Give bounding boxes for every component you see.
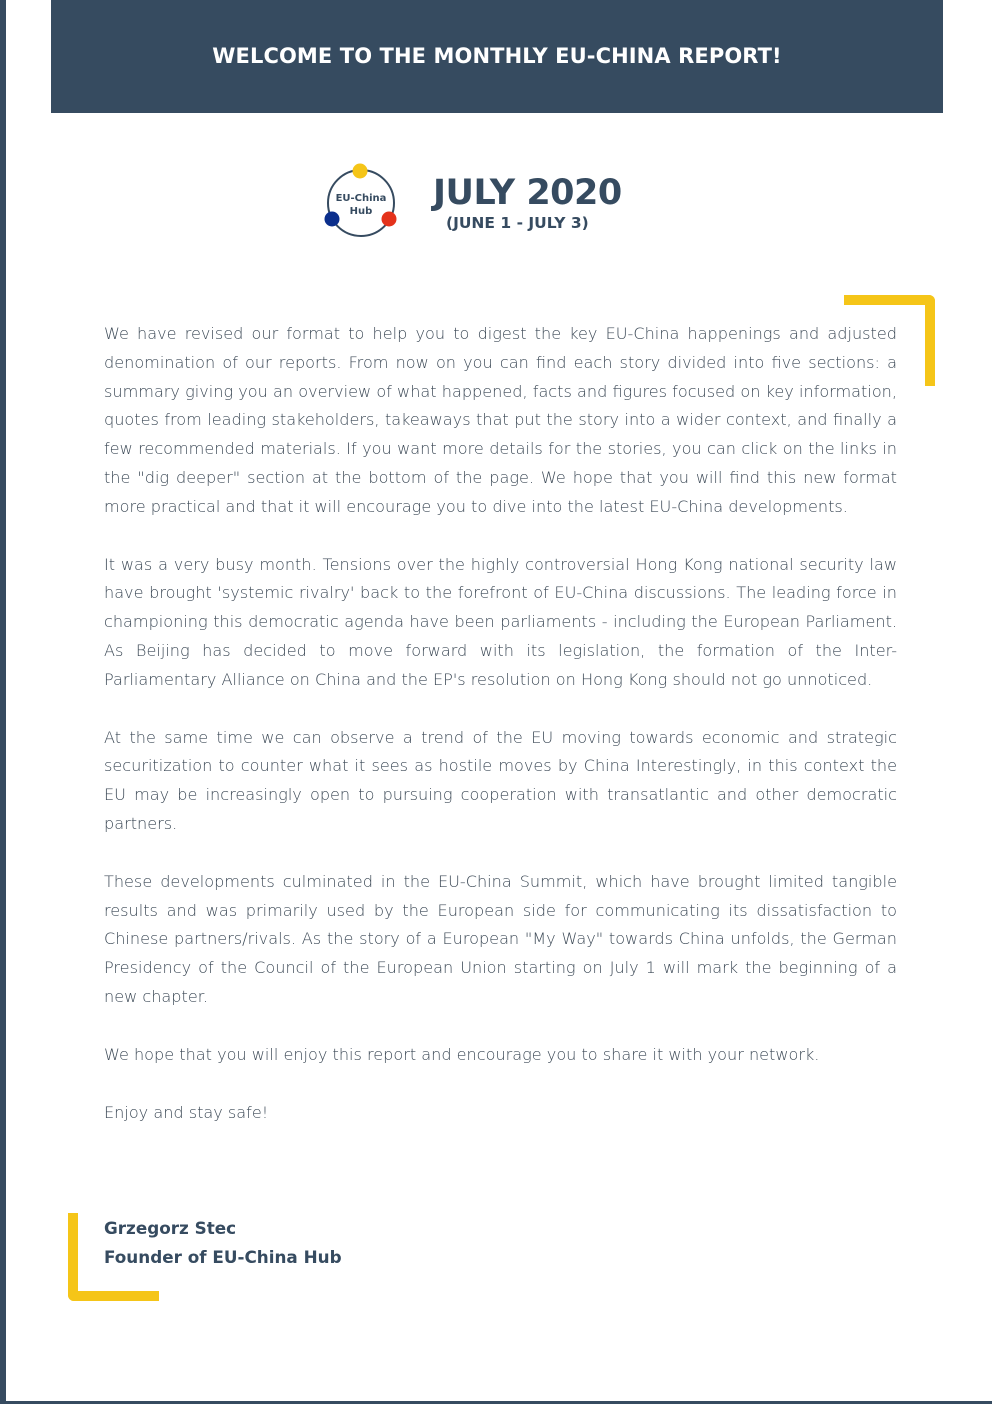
paragraph-format-intro: We have revised our format to help you to digest the key EU-China happenings and adjusted denomination of our reports. From now on you can find each story divided into five sections: a summary giving you an overview of what happened, facts and figures focused on key information, quotes from leading stakeholders, takeaways that put the story into a wider context, and finally a few recommended materials. If you want more details for the stories, you can click on the links in the "dig deeper" section at the bottom of the page. We hope that you will find this new format more practical and that it will encourage you to dive into the latest EU-China developments. [104, 324, 897, 516]
logo-blue-dot [325, 212, 340, 227]
logo-red-dot [382, 212, 397, 227]
paragraph-share: We hope that you will enjoy this report and encourage you to share it with your network. [104, 1044, 820, 1064]
issue-month: JULY 2020 [433, 173, 622, 213]
signature-block [104, 1214, 342, 1272]
logo-text-line1: EU-China [335, 193, 387, 204]
letter-body [104, 320, 897, 1156]
logo-yellow-dot [353, 164, 368, 179]
paragraph-securitization: At the same time we can observe a trend of the EU moving towards economic and strategic securitization to counter what it sees as hostile moves by China Interestingly, in this context the EU may be increasingly open to pursuing cooperation with transatlantic and other democratic partners. [104, 727, 897, 833]
signature-name: Grzegorz Stec [104, 1218, 237, 1238]
signature-role: Founder of EU-China Hub [104, 1247, 342, 1267]
paragraph-summit: These developments culminated in the EU-China Summit, which have brought limited tangible results and was primarily used by the European side for communicating its dissatisfaction to Chinese partners/rivals. As the story of a European "My Way" towards China unfolds, the German Presidency of the Council of the European Union starting on July 1 will mark the beginning of a new chapter. [104, 871, 897, 1006]
left-border [0, 0, 6, 1404]
issue-date-range: (JUNE 1 - JULY 3) [446, 214, 589, 232]
eu-china-hub-logo [320, 162, 402, 244]
paragraph-closing: Enjoy and stay safe! [104, 1102, 269, 1122]
header-banner [51, 0, 943, 113]
header-title: WELCOME TO THE MONTHLY EU-CHINA REPORT! [212, 43, 782, 68]
logo-text-line2: Hub [349, 206, 373, 217]
paragraph-busy-month: It was a very busy month. Tensions over the highly controversial Hong Kong national security law have brought 'systemic rivalry' back to the forefront of EU-China discussions. The leading force in championing this democratic agenda have been parliaments - including the European Parliament. As Beijing has decided to move forward with its legislation, the formation of the Inter-Parliamentary Alliance on China and the EP's resolution on Hong Kong should not go unnoticed. [104, 554, 897, 689]
